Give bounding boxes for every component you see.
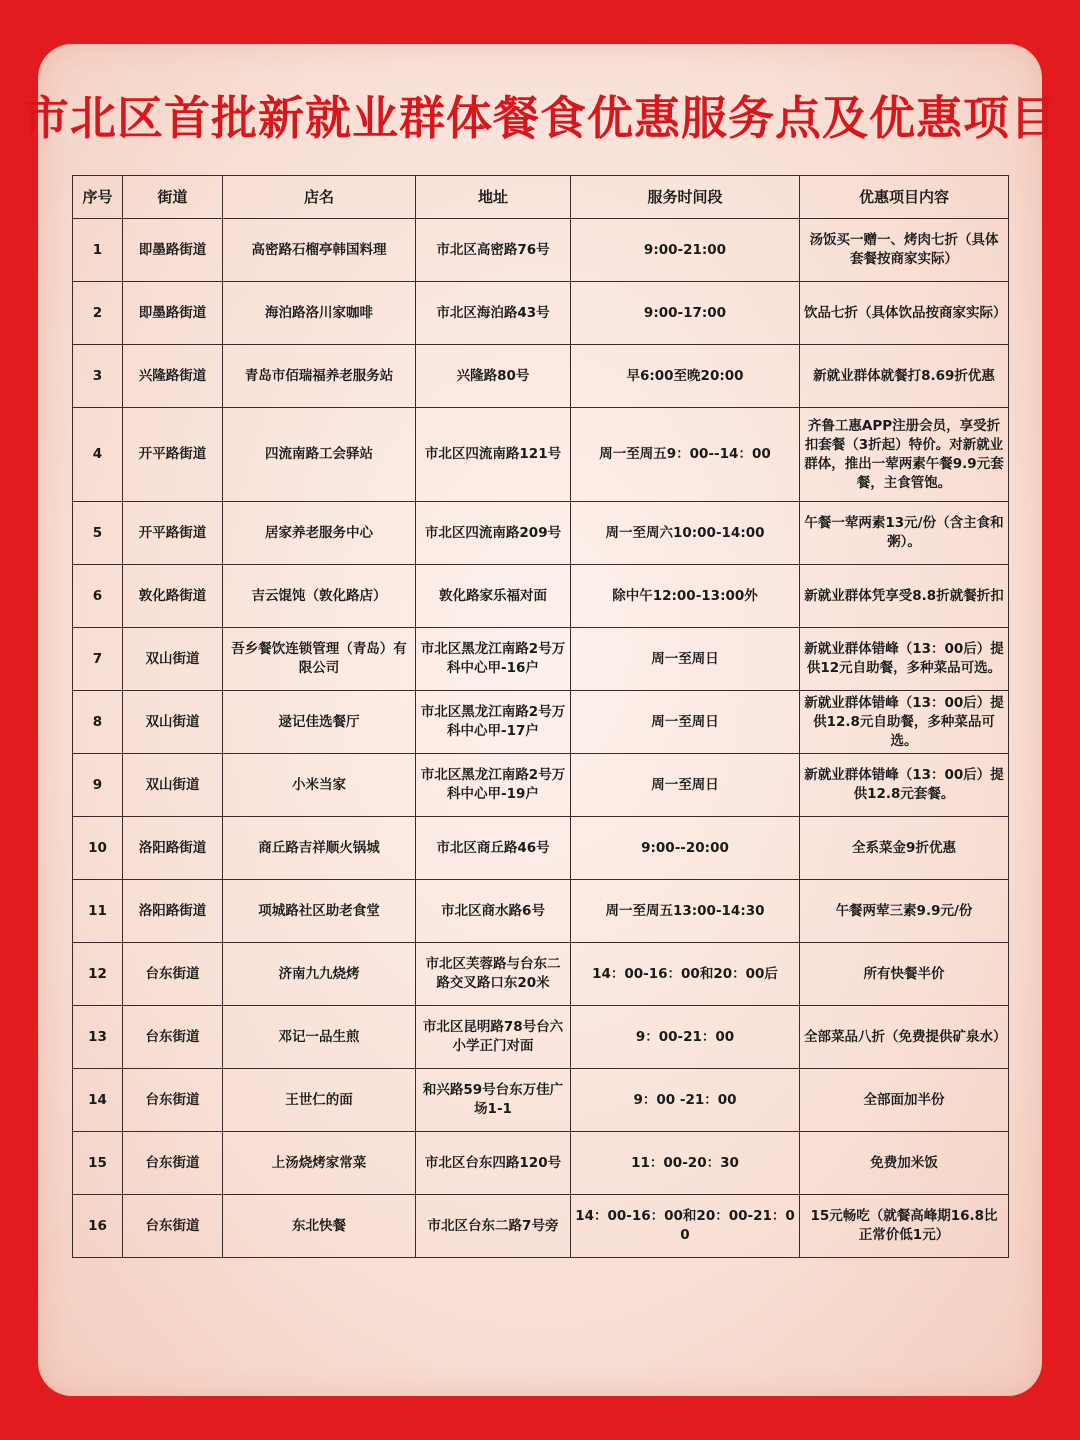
cell-address: 市北区商丘路46号 — [416, 817, 571, 880]
cell-shop: 居家养老服务中心 — [223, 502, 416, 565]
header-offer: 优惠项目内容 — [800, 176, 1009, 219]
cell-street: 台东街道 — [123, 1195, 223, 1258]
cell-offer: 新就业群体错峰（13：00后）提供12.8元自助餐，多种菜品可选。 — [800, 691, 1009, 754]
cell-street: 台东街道 — [123, 943, 223, 1006]
cell-address: 市北区台东二路7号旁 — [416, 1195, 571, 1258]
cell-street: 台东街道 — [123, 1006, 223, 1069]
cell-hours: 9:00-17:00 — [571, 282, 800, 345]
cell-street: 双山街道 — [123, 691, 223, 754]
cell-hours: 周一至周六10:00-14:00 — [571, 502, 800, 565]
header-address: 地址 — [416, 176, 571, 219]
cell-no: 6 — [73, 565, 123, 628]
cell-offer: 免费加米饭 — [800, 1132, 1009, 1195]
cell-address: 市北区黑龙江南路2号万科中心甲-17户 — [416, 691, 571, 754]
header-street: 街道 — [123, 176, 223, 219]
table-row — [73, 502, 1009, 565]
cell-hours: 除中午12:00-13:00外 — [571, 565, 800, 628]
cell-shop: 项城路社区助老食堂 — [223, 880, 416, 943]
cell-street: 双山街道 — [123, 628, 223, 691]
table-header-row — [73, 176, 1009, 219]
header-no: 序号 — [73, 176, 123, 219]
cell-shop: 高密路石榴亭韩国料理 — [223, 219, 416, 282]
cell-offer: 所有快餐半价 — [800, 943, 1009, 1006]
cell-address: 市北区海泊路43号 — [416, 282, 571, 345]
cell-hours: 14：00-16：00和20：00后 — [571, 943, 800, 1006]
cell-shop: 吉云馄饨（敦化路店） — [223, 565, 416, 628]
cell-offer: 新就业群体凭享受8.8折就餐折扣 — [800, 565, 1009, 628]
cell-no: 11 — [73, 880, 123, 943]
cell-street: 台东街道 — [123, 1069, 223, 1132]
cell-no: 8 — [73, 691, 123, 754]
cell-no: 1 — [73, 219, 123, 282]
cell-shop: 逯记佳选餐厅 — [223, 691, 416, 754]
table-row — [73, 880, 1009, 943]
cell-offer: 汤饭买一赠一、烤肉七折（具体套餐按商家实际） — [800, 219, 1009, 282]
cell-hours: 9:00--20:00 — [571, 817, 800, 880]
cell-hours: 周一至周日 — [571, 691, 800, 754]
cell-street: 即墨路街道 — [123, 282, 223, 345]
cell-street: 开平路街道 — [123, 408, 223, 502]
cell-hours: 周一至周日 — [571, 754, 800, 817]
cell-no: 10 — [73, 817, 123, 880]
cell-address: 市北区昆明路78号台六小学正门对面 — [416, 1006, 571, 1069]
cell-hours: 周一至周日 — [571, 628, 800, 691]
cell-address: 市北区高密路76号 — [416, 219, 571, 282]
cell-no: 5 — [73, 502, 123, 565]
cell-shop: 青岛市佰瑞福养老服务站 — [223, 345, 416, 408]
page-title: 市北区首批新就业群体餐食优惠服务点及优惠项目 — [23, 91, 1057, 145]
cell-shop: 上汤烧烤家常菜 — [223, 1132, 416, 1195]
table-row — [73, 345, 1009, 408]
cell-hours: 9:00-21:00 — [571, 219, 800, 282]
cell-address: 市北区四流南路121号 — [416, 408, 571, 502]
offers-table — [72, 175, 1009, 1258]
table-row — [73, 628, 1009, 691]
cell-street: 即墨路街道 — [123, 219, 223, 282]
cell-address: 市北区芙蓉路与台东二路交叉路口东20米 — [416, 943, 571, 1006]
cell-shop: 海泊路洛川家咖啡 — [223, 282, 416, 345]
cell-offer: 饮品七折（具体饮品按商家实际） — [800, 282, 1009, 345]
cell-no: 7 — [73, 628, 123, 691]
cell-offer: 全部面加半份 — [800, 1069, 1009, 1132]
cell-offer: 新就业群体错峰（13：00后）提供12.8元套餐。 — [800, 754, 1009, 817]
cell-no: 3 — [73, 345, 123, 408]
table-row — [73, 817, 1009, 880]
header-shop: 店名 — [223, 176, 416, 219]
cell-address: 兴隆路80号 — [416, 345, 571, 408]
cell-shop: 邓记一品生煎 — [223, 1006, 416, 1069]
table-row — [73, 282, 1009, 345]
cell-no: 2 — [73, 282, 123, 345]
cell-shop: 东北快餐 — [223, 1195, 416, 1258]
cell-offer: 新就业群体错峰（13：00后）提供12元自助餐，多种菜品可选。 — [800, 628, 1009, 691]
cell-address: 和兴路59号台东万佳广场1-1 — [416, 1069, 571, 1132]
cell-shop: 商丘路吉祥顺火锅城 — [223, 817, 416, 880]
cell-shop: 小米当家 — [223, 754, 416, 817]
cell-address: 市北区台东四路120号 — [416, 1132, 571, 1195]
table-row — [73, 408, 1009, 502]
table-row — [73, 1006, 1009, 1069]
table-row — [73, 219, 1009, 282]
table-row — [73, 1069, 1009, 1132]
table-row — [73, 943, 1009, 1006]
table-row — [73, 1132, 1009, 1195]
cell-street: 洛阳路街道 — [123, 880, 223, 943]
cell-no: 13 — [73, 1006, 123, 1069]
cell-shop: 吾乡餐饮连锁管理（青岛）有限公司 — [223, 628, 416, 691]
cell-offer: 新就业群体就餐打8.69折优惠 — [800, 345, 1009, 408]
cell-no: 12 — [73, 943, 123, 1006]
cell-offer: 全系菜金9折优惠 — [800, 817, 1009, 880]
cell-street: 敦化路街道 — [123, 565, 223, 628]
cell-street: 兴隆路街道 — [123, 345, 223, 408]
cell-address: 市北区黑龙江南路2号万科中心甲-19户 — [416, 754, 571, 817]
cell-offer: 午餐一荤两素13元/份（含主食和粥）。 — [800, 502, 1009, 565]
cell-street: 开平路街道 — [123, 502, 223, 565]
cell-address: 市北区黑龙江南路2号万科中心甲-16户 — [416, 628, 571, 691]
cell-hours: 11：00-20：30 — [571, 1132, 800, 1195]
cell-hours: 9：00-21：00 — [571, 1006, 800, 1069]
cell-no: 15 — [73, 1132, 123, 1195]
cell-offer: 午餐两荤三素9.9元/份 — [800, 880, 1009, 943]
table-row — [73, 691, 1009, 754]
cell-hours: 14：00-16：00和20：00-21：00 — [571, 1195, 800, 1258]
cell-street: 洛阳路街道 — [123, 817, 223, 880]
cell-shop: 济南九九烧烤 — [223, 943, 416, 1006]
table-row — [73, 1195, 1009, 1258]
cell-offer: 齐鲁工惠APP注册会员，享受折扣套餐（3折起）特价。对新就业群体，推出一荤两素午餐9.9元套餐，主食管饱。 — [800, 408, 1009, 502]
cell-street: 双山街道 — [123, 754, 223, 817]
cell-hours: 周一至周五9：00--14：00 — [571, 408, 800, 502]
cell-hours: 周一至周五13:00-14:30 — [571, 880, 800, 943]
cell-no: 16 — [73, 1195, 123, 1258]
cell-hours: 9：00 -21：00 — [571, 1069, 800, 1132]
cell-no: 9 — [73, 754, 123, 817]
cell-offer: 全部菜品八折（免费提供矿泉水） — [800, 1006, 1009, 1069]
cell-shop: 王世仁的面 — [223, 1069, 416, 1132]
cell-address: 市北区商水路6号 — [416, 880, 571, 943]
cell-hours: 早6:00至晚20:00 — [571, 345, 800, 408]
cell-offer: 15元畅吃（就餐高峰期16.8比正常价低1元） — [800, 1195, 1009, 1258]
cell-address: 市北区四流南路209号 — [416, 502, 571, 565]
cell-no: 4 — [73, 408, 123, 502]
cell-no: 14 — [73, 1069, 123, 1132]
cell-address: 敦化路家乐福对面 — [416, 565, 571, 628]
cell-street: 台东街道 — [123, 1132, 223, 1195]
table-row — [73, 565, 1009, 628]
header-hours: 服务时间段 — [571, 176, 800, 219]
cell-shop: 四流南路工会驿站 — [223, 408, 416, 502]
table-row — [73, 754, 1009, 817]
